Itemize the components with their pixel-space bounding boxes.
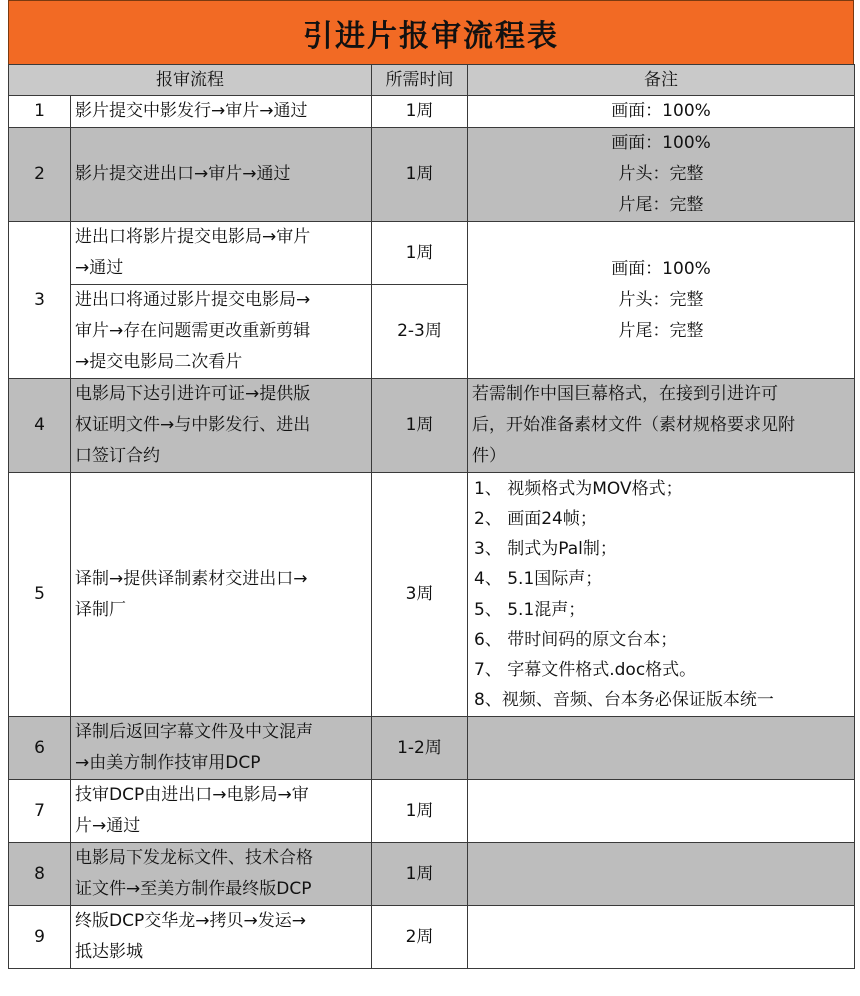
note-line: 件） xyxy=(472,446,506,466)
row-number: 9 xyxy=(9,906,71,969)
note-cell xyxy=(468,780,855,843)
process-cell xyxy=(71,222,372,285)
process-line: 译制后返回字幕文件及中文混声 xyxy=(75,722,313,742)
process-line: →由美方制作技审用DCP xyxy=(75,753,261,773)
process-line: 技审DCP由进出口→电影局→审 xyxy=(75,785,309,805)
note-cell xyxy=(468,379,855,473)
note-line: 画面：100% xyxy=(611,258,711,279)
process-line: 终版DCP交华龙→拷贝→发运→ xyxy=(75,911,306,931)
list-item: 8、视频、音频、台本务必保证版本统一 xyxy=(474,690,774,711)
process-table-document xyxy=(8,0,854,969)
note-line: 若需制作中国巨幕格式，在接到引进许可 xyxy=(472,384,778,404)
table-row xyxy=(9,96,855,128)
process-cell xyxy=(71,285,372,379)
process-line: 进出口将通过影片提交电影局→ xyxy=(75,290,311,310)
process-line: 电影局下达引进许可证→提供版 xyxy=(75,384,311,404)
time-cell: 2-3周 xyxy=(372,285,468,379)
process-cell: 影片提交进出口→审片→通过 xyxy=(71,128,372,222)
note-line: 片头：完整 xyxy=(618,164,704,184)
list-item: 5、 5.1混声； xyxy=(474,599,586,620)
time-cell: 1周 xyxy=(372,780,468,843)
process-cell xyxy=(71,843,372,906)
spec-list xyxy=(468,473,855,717)
note-cell xyxy=(468,843,855,906)
note-cell xyxy=(468,96,855,128)
process-line: 译制厂 xyxy=(75,599,126,620)
row-number: 8 xyxy=(9,843,71,906)
note-line: 后，开始准备素材文件（素材规格要求见附 xyxy=(472,415,795,435)
process-line: →通过 xyxy=(75,258,124,278)
list-item: 7、 字幕文件格式.doc格式。 xyxy=(474,659,697,680)
note-cell xyxy=(468,128,855,222)
process-line: 审片→存在问题需更改重新剪辑 xyxy=(75,321,311,341)
process-line: 译制→提供译制素材交进出口→ xyxy=(75,568,308,589)
note-line: 片尾：完整 xyxy=(618,195,704,215)
time-cell: 1-2周 xyxy=(372,717,468,780)
process-cell xyxy=(71,906,372,969)
table-row xyxy=(9,717,855,780)
row-number: 5 xyxy=(9,473,71,717)
list-item: 4、 5.1国际声； xyxy=(474,569,603,590)
table-row xyxy=(9,843,855,906)
time-cell: 1周 xyxy=(372,222,468,285)
header-row xyxy=(9,65,855,96)
time-cell: 1周 xyxy=(372,843,468,906)
row-number: 4 xyxy=(9,379,71,473)
note-line: 画面：100% xyxy=(611,101,711,121)
note-cell xyxy=(468,717,855,780)
list-item: 2、 画面24帧； xyxy=(474,508,597,529)
process-line: 口签订合约 xyxy=(75,446,160,466)
row-number: 1 xyxy=(9,96,71,128)
table-row xyxy=(9,906,855,969)
note-cell xyxy=(468,906,855,969)
process-cell: 影片提交中影发行→审片→通过 xyxy=(71,96,372,128)
row-number: 7 xyxy=(9,780,71,843)
table-row xyxy=(9,473,855,717)
process-cell xyxy=(71,379,372,473)
process-line: 证文件→至美方制作最终版DCP xyxy=(75,879,312,899)
row-number: 6 xyxy=(9,717,71,780)
table-row xyxy=(9,780,855,843)
note-line: 片头：完整 xyxy=(618,289,704,310)
time-cell: 1周 xyxy=(372,128,468,222)
process-line: 权证明文件→与中影发行、进出 xyxy=(75,415,311,435)
process-cell xyxy=(71,473,372,717)
header-process: 报审流程 xyxy=(9,65,372,96)
note-line: 画面：100% xyxy=(611,133,711,153)
header-note: 备注 xyxy=(468,65,855,96)
process-line: →提交电影局二次看片 xyxy=(75,352,243,372)
header-time: 所需时间 xyxy=(372,65,468,96)
time-cell: 1周 xyxy=(372,379,468,473)
table-title: 引进片报审流程表 xyxy=(8,0,854,64)
table-row xyxy=(9,128,855,222)
list-item: 3、 制式为Pal制； xyxy=(474,539,617,560)
process-table xyxy=(8,64,855,969)
note-line: 片尾：完整 xyxy=(618,320,704,341)
time-cell: 2周 xyxy=(372,906,468,969)
process-line: 进出口将影片提交电影局→审片 xyxy=(75,227,311,247)
process-line: 片→通过 xyxy=(75,816,141,836)
note-cell xyxy=(468,222,855,379)
process-cell xyxy=(71,717,372,780)
process-cell xyxy=(71,780,372,843)
table-row xyxy=(9,222,855,285)
table-row xyxy=(9,379,855,473)
row-number: 2 xyxy=(9,128,71,222)
list-item: 6、 带时间码的原文台本； xyxy=(474,629,678,650)
process-line: 电影局下发龙标文件、技术合格 xyxy=(75,848,313,868)
time-cell: 1周 xyxy=(372,96,468,128)
process-line: 抵达影城 xyxy=(75,942,143,962)
list-item: 1、 视频格式为MOV格式； xyxy=(474,478,683,499)
row-number: 3 xyxy=(9,222,71,379)
time-cell: 3周 xyxy=(372,473,468,717)
